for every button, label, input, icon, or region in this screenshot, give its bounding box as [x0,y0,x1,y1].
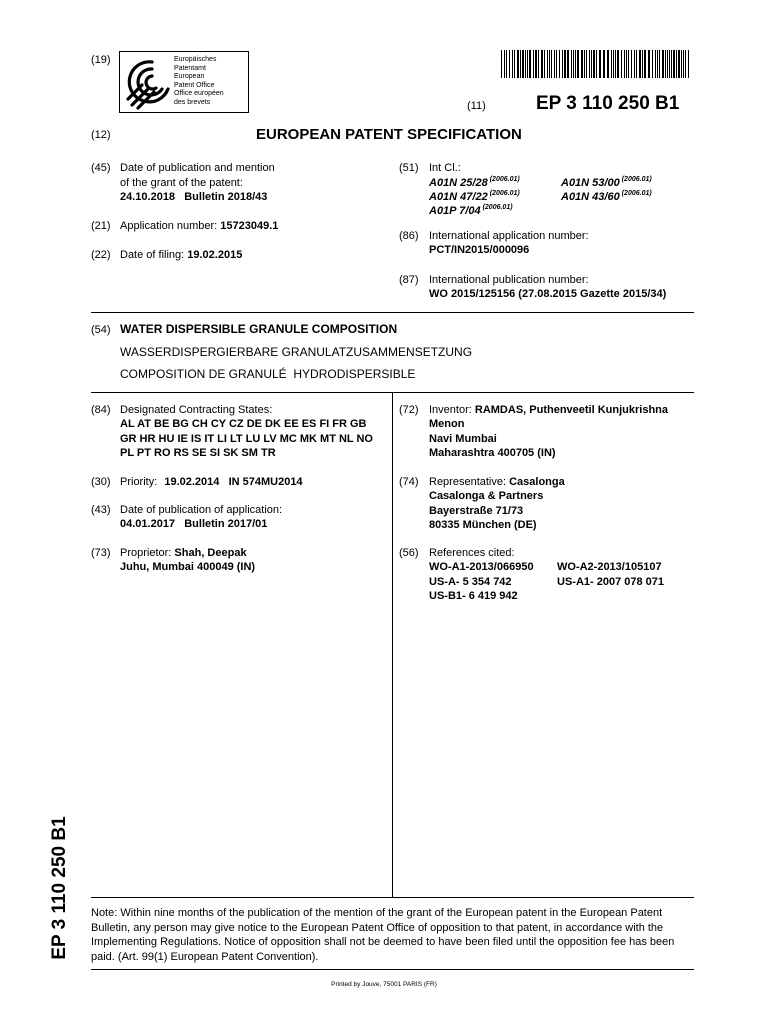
representative-field [429,475,565,490]
publication-number: EP 3 110 250 B1 [536,93,680,114]
intl-publication-label: International publication number: [429,274,589,286]
grant-date-label: Date of publication and mention [120,162,275,174]
reference-item: US-A1- 2007 078 071 [557,575,665,588]
title-german: WASSERDISPERGIERBARE GRANULATZUSAMMENSETZUNG [120,345,473,359]
inid-code-12: (12) [91,129,111,141]
inid-code-21: (21) [91,220,111,232]
reference-item: WO-A2-2013/105107 [557,561,662,573]
inventor-line: Maharashtra 400705 (IN) [429,447,556,459]
proprietor-address: Juhu, Mumbai 400049 (IN) [120,561,256,573]
printer-footer: Printed by Jouve, 75001 PARIS (FR) [331,981,437,988]
inventor-label: Inventor: [429,404,472,416]
grant-date-value: 24.10.2018 Bulletin 2018/43 [120,191,268,203]
office-name-line: des brevets [174,98,211,106]
note-line: paid. (Art. 99(1) European Patent Convention). [91,950,319,963]
document-title: EUROPEAN PATENT SPECIFICATION [256,126,522,143]
title-english: WATER DISPERSIBLE GRANULE COMPOSITION [120,322,398,336]
designated-states-line: PL PT RO RS SE SI SK SM TR [120,447,276,459]
intl-application-label: International application number: [429,230,589,242]
reference-item: US-B1- 6 419 942 [429,590,518,602]
designated-states-line: AL AT BE BG CH CY CZ DE DK EE ES FI FR GB [120,418,367,430]
class-version: (2006.01) [489,190,520,197]
class-version: (2006.01) [621,190,652,197]
int-cl-class [561,187,652,205]
note-line: Implementing Regulations. Notice of opposition shall not be deemed to have been filed until the opposition fee has been [91,936,675,948]
divider [91,897,694,898]
proprietor-name: Shah, Deepak [174,547,247,559]
filing-date-label: Date of filing: [120,249,185,261]
inid-code-30: (30) [91,476,111,488]
note-line: Note: Within nine months of the publication of the mention of the grant of the European patent in the European Patent [91,907,663,919]
class-code: A01N 43/60 [561,191,620,203]
representative-label: Representative: [429,476,507,488]
int-cl-class [429,201,513,219]
application-number-label: Application number: [120,220,218,232]
class-version: (2006.01) [621,176,652,183]
priority-field [120,475,303,490]
int-cl-label: Int Cl.: [429,162,461,174]
representative-name: Casalonga [509,476,565,488]
barcode [501,50,695,78]
class-code: A01N 47/22 [429,191,488,203]
inid-code-45: (45) [91,162,111,174]
application-pub-date-value: 04.01.2017 Bulletin 2017/01 [120,518,268,530]
inid-code-74: (74) [399,476,419,488]
application-number-value: 15723049.1 [220,220,279,232]
reference-item: US-A- 5 354 742 [429,575,512,588]
epo-logo [119,51,249,113]
inid-code-87: (87) [399,274,419,286]
side-publication-number [40,816,80,970]
filing-date-field [120,248,242,263]
inid-code-56: (56) [399,547,419,559]
inid-code-11: (11) [467,100,486,112]
side-publication-number-text: EP 3 110 250 B1 [49,816,70,960]
class-version: (2006.01) [482,204,513,211]
class-version: (2006.01) [489,176,520,183]
proprietor-field [120,546,247,561]
inid-code-22: (22) [91,249,111,261]
intl-application-value: PCT/IN2015/000096 [429,244,530,256]
inid-code-19: (19) [91,54,111,66]
designated-states-label: Designated Contracting States: [120,404,273,416]
note-line: Bulletin, any person may give notice to the European Patent Office of opposition to that patent, in accordance with the [91,921,664,934]
office-name-line: Europäisches [174,56,217,63]
references-label: References cited: [429,547,515,559]
grant-date-label-2: of the grant of the patent: [120,176,243,189]
title-french: COMPOSITION DE GRANULÉ HYDRODISPERSIBLE [120,367,416,381]
representative-line: Casalonga & Partners [429,490,544,502]
inid-code-86: (86) [399,230,419,242]
office-name-line: Patent Office [174,81,215,89]
priority-label: Priority: [120,476,158,488]
inventor-line: Menon [429,418,465,430]
inid-code-73: (73) [91,547,111,559]
class-code: A01N 25/28 [429,177,488,189]
application-number-field [120,219,278,234]
filing-date-value: 19.02.2015 [187,249,243,261]
opposition-note [91,906,674,964]
inventor-field [429,403,668,418]
class-code: A01N 53/00 [561,177,620,189]
office-name-line: Patentamt [174,64,206,72]
inid-code-43: (43) [91,504,111,516]
inventor-line: Navi Mumbai [429,432,497,445]
inventor-name: RAMDAS, Puthenveetil Kunjukrishna [474,404,669,416]
representative-line: Bayerstraße 71/73 [429,504,524,517]
inid-code-72: (72) [399,404,419,416]
office-name-line: European [174,73,205,81]
divider [91,312,694,313]
column-divider [392,392,393,897]
reference-item: WO-A1-2013/066950 [429,561,534,573]
office-name-line: Office européen [174,90,224,98]
inid-code-84: (84) [91,404,111,416]
representative-line: 80335 München (DE) [429,519,537,531]
priority-value: 19.02.2014 IN 574MU2014 [164,476,303,488]
application-pub-date-label: Date of publication of application: [120,504,283,516]
proprietor-label: Proprietor: [120,547,172,559]
class-code: A01P 7/04 [429,205,481,217]
inid-code-54: (54) [91,324,111,336]
designated-states-line: GR HR HU IE IS IT LI LT LU LV MC MK MT NL NO [120,432,373,445]
epo-emblem-icon [122,55,172,111]
inid-code-51: (51) [399,162,419,174]
divider [91,969,694,970]
intl-publication-value: WO 2015/125156 (27.08.2015 Gazette 2015/34) [429,288,667,300]
